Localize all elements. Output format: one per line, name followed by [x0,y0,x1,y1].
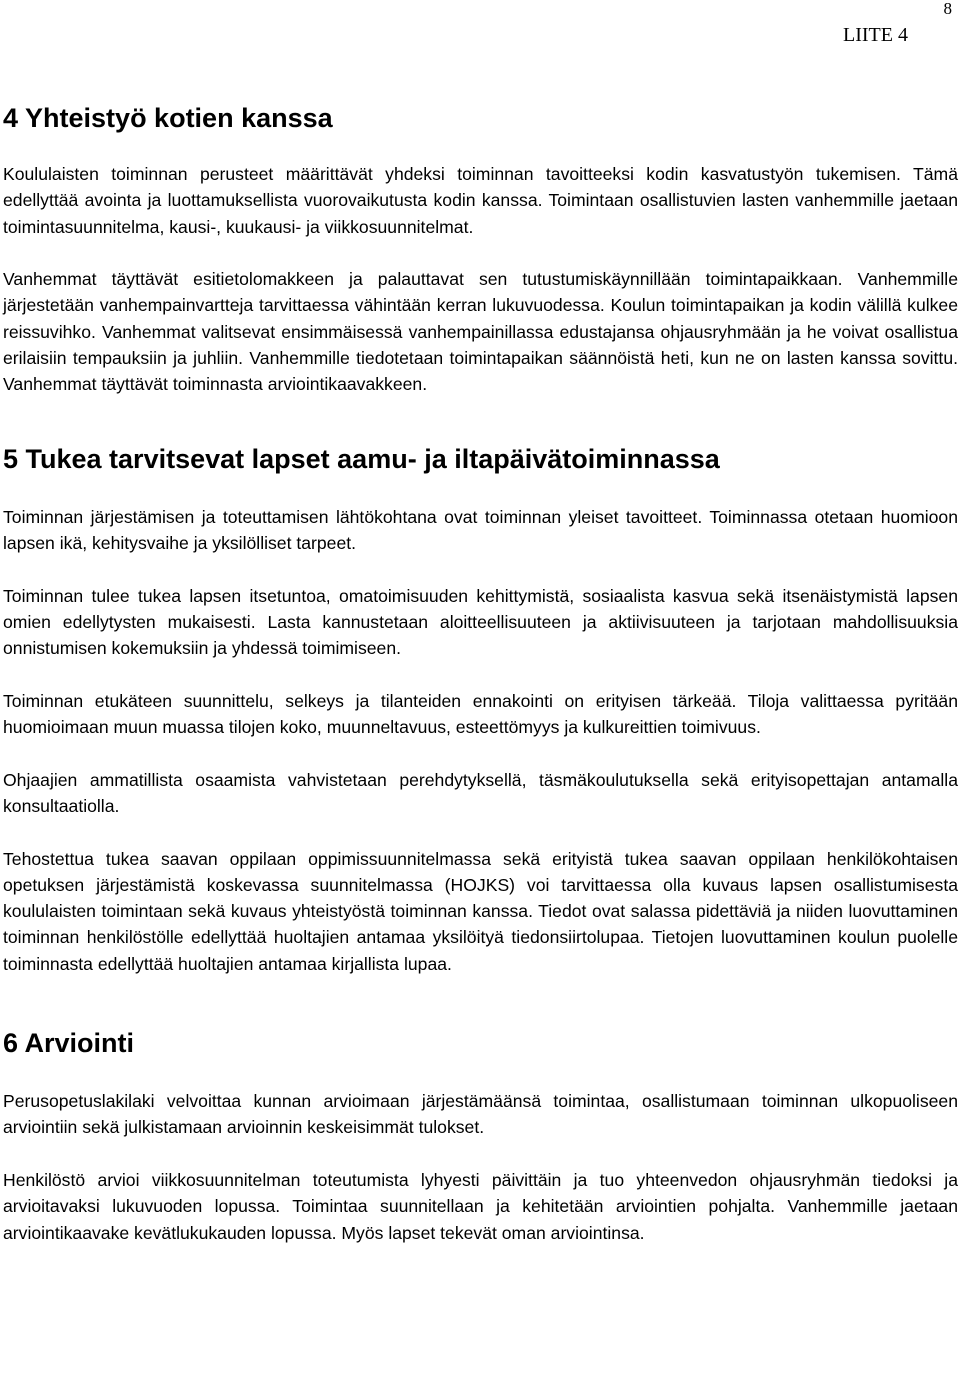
section-5-paragraph-3: Toiminnan etukäteen suunnittelu, selkeys ja tilanteiden ennakointi on erityisen tärkeää. Tiloja valittaessa pyritään huomioimaan muun muassa tilojen koko, muunneltavuus, esteettömyys ja kulkureittien toimivuus. [3,690,958,738]
section-5-paragraph-5: Tehostettua tukea saavan oppilaan oppimissuunnitelmassa sekä erityistä tukea saavan oppilaan henkilökohtaisen opetuksen järjestämistä koskevassa suunnitelmassa (HOJKS) voi tarvittaessa olla kuvaus lapsen osallistumisesta koululaisten toimintaan sekä kuvaus yhteistyöstä toiminnan kanssa. Tiedot ovat salassa pidettäviä ja niiden luovuttaminen toiminnan henkilöstölle edellyttää huoltajien antamaa yksilöityä tiedonsiirtolupaa. Tietojen luovuttaminen koulun puolelle toiminnasta edellyttää huoltajien antamaa kirjallista lupaa. [3,848,958,974]
section-5-paragraph-1: Toiminnan järjestämisen ja toteuttamisen lähtökohtana ovat toiminnan yleiset tavoitteet. Toiminnassa otetaan huomioon lapsen ikä, kehitysvaihe ja yksilölliset tarpeet. [3,506,958,553]
page-number: 8 [943,0,952,18]
section-heading-6: 6 Arviointi [3,1028,135,1059]
section-5-paragraph-4: Ohjaajien ammatillista osaamista vahvistetaan perehdytyksellä, täsmäkoulutuksella sekä erityisopettajan antamalla konsultaatiolla. [3,769,958,816]
section-6-paragraph-2: Henkilöstö arvioi viikkosuunnitelman toteutumista lyhyesti päivittäin ja tuo yhteenvedon ohjausryhmän tiedoksi ja arvioitavaksi lukuvuoden lopussa. Toimintaa suunnitellaan ja kehitetään arviointien pohjalta. Vanhemmille jaetaan arviointikaavake kevätlukukauden lopussa. Myös lapset tekevät oman arviointinsa. [3,1169,958,1243]
section-4-paragraph-2: Vanhemmat täyttävät esitietolomakkeen ja palauttavat sen tutustumiskäynnillään toimintapaikkaan. Vanhemmille järjestetään vanhempainvartteja tarvittaessa vähintään kerran lukuvuodessa. Koulun toimintapaikan ja kodin välillä kulkee reissuvihko. Vanhemmat valitsevat ensimmäisessä vanhempainillassa edustajansa ohjausryhmään ja he voivat osallistua erilaisiin tempauksiin ja juhliin. Vanhemmille tiedotetaan toimintapaikan säännöistä heti, kun ne on lasten kanssa sovittu. Vanhemmat täyttävät toiminnasta arviointikaavakkeen. [3,269,958,395]
section-4-paragraph-1: Koululaisten toiminnan perusteet määrittävät yhdeksi toiminnan tavoitteeksi kodin kasvatustyön tukemisen. Tämä edellyttää avointa ja luottamuksellista vuorovaikutusta kodin kanssa. Toimintaan osallistuvien lasten vanhemmille jaetaan toimintasuunnitelma, kausi-, kuukausi- ja viikkosuunnitelmat. [3,164,958,237]
section-6-paragraph-1: Perusopetuslakilaki velvoittaa kunnan arvioimaan järjestämäänsä toimintaa, osallistumaan toiminnan ulkopuoliseen arviointiin sekä julkistamaan arvioinnin keskeisimmät tulokset. [3,1091,958,1138]
section-5-paragraph-2: Toiminnan tulee tukea lapsen itsetuntoa, omatoimisuuden kehittymistä, sosiaalista kasvua sekä itsenäistymistä lapsen omien edellytysten mukaisesti. Lasta kannustetaan aloitteellisuuteen ja aktiivisuuteen ja tarjotaan mahdollisuuksia onnistumisen kokemuksiin ja yhdessä toimimiseen. [3,585,958,659]
section-heading-4: 4 Yhteistyö kotien kanssa [3,103,333,133]
appendix-label: LIITE 4 [843,24,908,46]
section-heading-5: 5 Tukea tarvitsevat lapset aamu- ja iltapäivätoiminnassa [3,443,720,474]
document-body [3,99,958,1246]
